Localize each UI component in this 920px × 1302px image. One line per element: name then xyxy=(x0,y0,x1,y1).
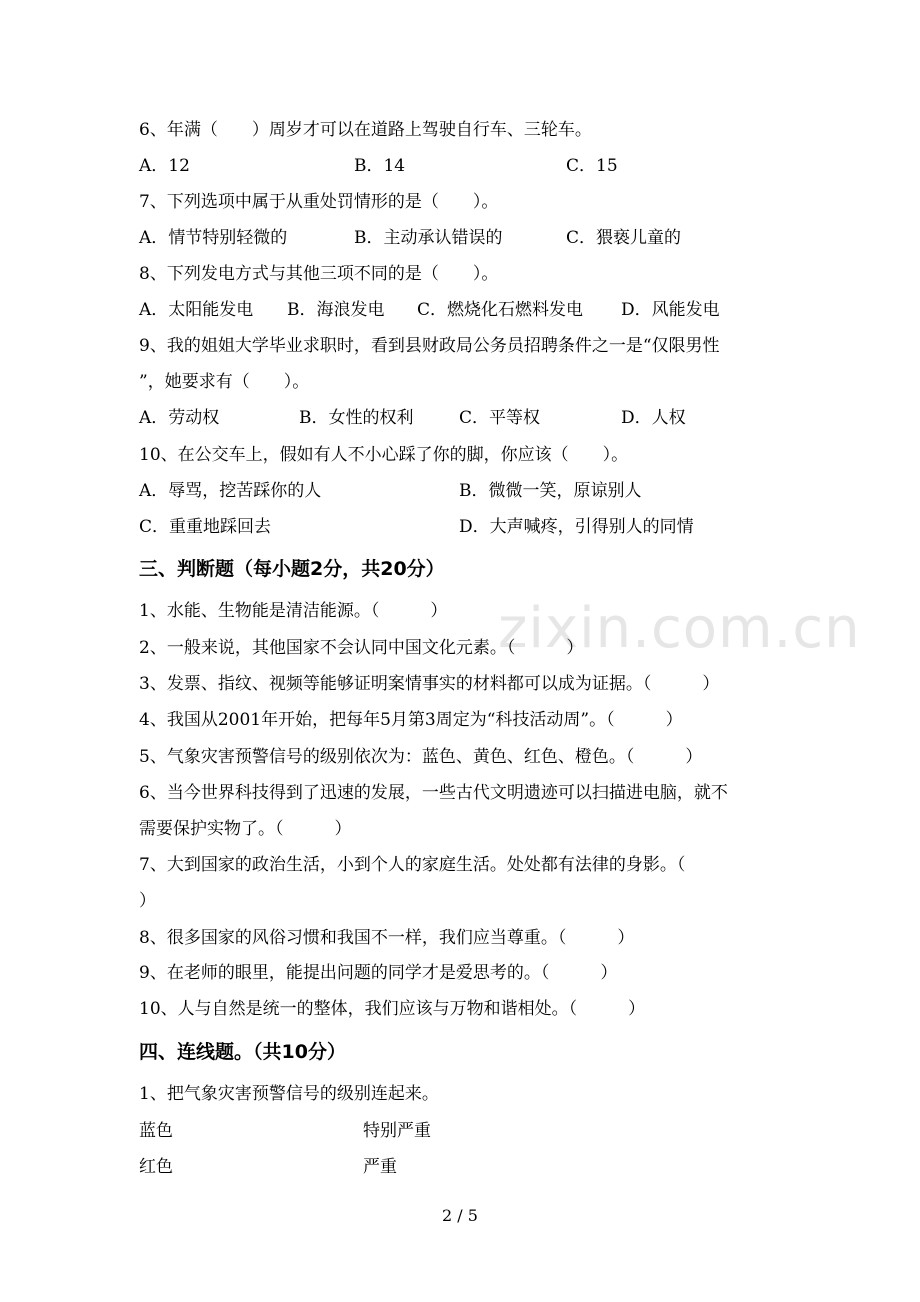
question-7-stem: 7、下列选项中属于从重处罚情形的是（ ）。 xyxy=(139,192,499,212)
option-c: C．重重地踩回去 xyxy=(139,517,272,537)
tf-item-2: 2、一般来说，其他国家不会认同中国文化元素。（ ） xyxy=(139,638,584,658)
tf-item-5: 5、气象灾害预警信号的级别依次为：蓝色、黄色、红色、橙色。（ ） xyxy=(139,747,703,767)
question-8-stem: 8、下列发电方式与其他三项不同的是（ ）。 xyxy=(139,264,499,284)
question-9-stem-line-2: ”，她要求有（ ）。 xyxy=(139,372,310,392)
tf-item-7-line-1: 7、大到国家的政治生活，小到个人的家庭生活。处处都有法律的身影。（ xyxy=(139,855,686,875)
matching-question-1: 1、把气象灾害预警信号的级别连起来。 xyxy=(139,1084,439,1104)
option-a: A．12 xyxy=(139,156,190,176)
matching-right-item: 严重 xyxy=(363,1157,397,1177)
option-b: B．主动承认错误的 xyxy=(354,228,503,248)
page-number: 2 / 5 xyxy=(442,1206,478,1225)
tf-item-3: 3、发票、指纹、视频等能够证明案情事实的材料都可以成为证据。（ ） xyxy=(139,674,720,694)
tf-item-4: 4、我国从2001年开始，把每年5月第3周定为“科技活动周”。（ ） xyxy=(139,710,683,730)
matching-right-item: 特别严重 xyxy=(363,1121,431,1141)
watermark: zixin.com.cn xyxy=(498,596,861,661)
option-c: C．猥亵儿童的 xyxy=(566,228,682,248)
option-a: A．太阳能发电 xyxy=(139,300,254,320)
tf-item-6-line-2: 需要保护实物了。（ ） xyxy=(139,819,352,839)
section-heading-true-false: 三、判断题（每小题2分，共20分） xyxy=(139,558,445,580)
option-c: C．燃烧化石燃料发电 xyxy=(417,300,584,320)
question-10-stem: 10、在公交车上，假如有人不小心踩了你的脚，你应该（ ）。 xyxy=(139,445,629,465)
option-b: B．14 xyxy=(354,156,406,176)
tf-item-7-line-2: ） xyxy=(139,891,156,911)
question-6-stem: 6、年满（ ）周岁才可以在道路上驾驶自行车、三轮车。 xyxy=(139,120,592,140)
option-a: A．情节特别轻微的 xyxy=(139,228,288,248)
option-b: B．微微一笑，原谅别人 xyxy=(459,481,642,501)
option-c: C．15 xyxy=(566,156,618,176)
option-d: D．风能发电 xyxy=(621,300,720,320)
question-9-stem-line-1: 9、我的姐姐大学毕业求职时，看到县财政局公务员招聘条件之一是“仅限男性 xyxy=(139,336,720,356)
matching-left-item: 蓝色 xyxy=(139,1121,173,1141)
section-heading-matching: 四、连线题。（共10分） xyxy=(139,1041,346,1063)
matching-left-item: 红色 xyxy=(139,1157,173,1177)
option-a: A．劳动权 xyxy=(139,408,220,428)
tf-item-10: 10、人与自然是统一的整体，我们应该与万物和谐相处。（ ） xyxy=(139,999,646,1019)
option-b: B．女性的权利 xyxy=(299,408,414,428)
tf-item-8: 8、很多国家的风俗习惯和我国不一样，我们应当尊重。（ ） xyxy=(139,928,635,948)
option-d: D．大声喊疼，引得别人的同情 xyxy=(459,517,694,537)
option-c: C．平等权 xyxy=(459,408,541,428)
option-a: A．辱骂，挖苦踩你的人 xyxy=(139,481,322,501)
tf-item-9: 9、在老师的眼里，能提出问题的同学才是爱思考的。（ ） xyxy=(139,963,618,983)
option-b: B．海浪发电 xyxy=(287,300,385,320)
option-d: D．人权 xyxy=(621,408,686,428)
tf-item-1: 1、水能、生物能是清洁能源。（ ） xyxy=(139,601,448,621)
tf-item-6-line-1: 6、当今世界科技得到了迅速的发展，一些古代文明遗迹可以扫描进电脑，就不 xyxy=(139,783,728,803)
